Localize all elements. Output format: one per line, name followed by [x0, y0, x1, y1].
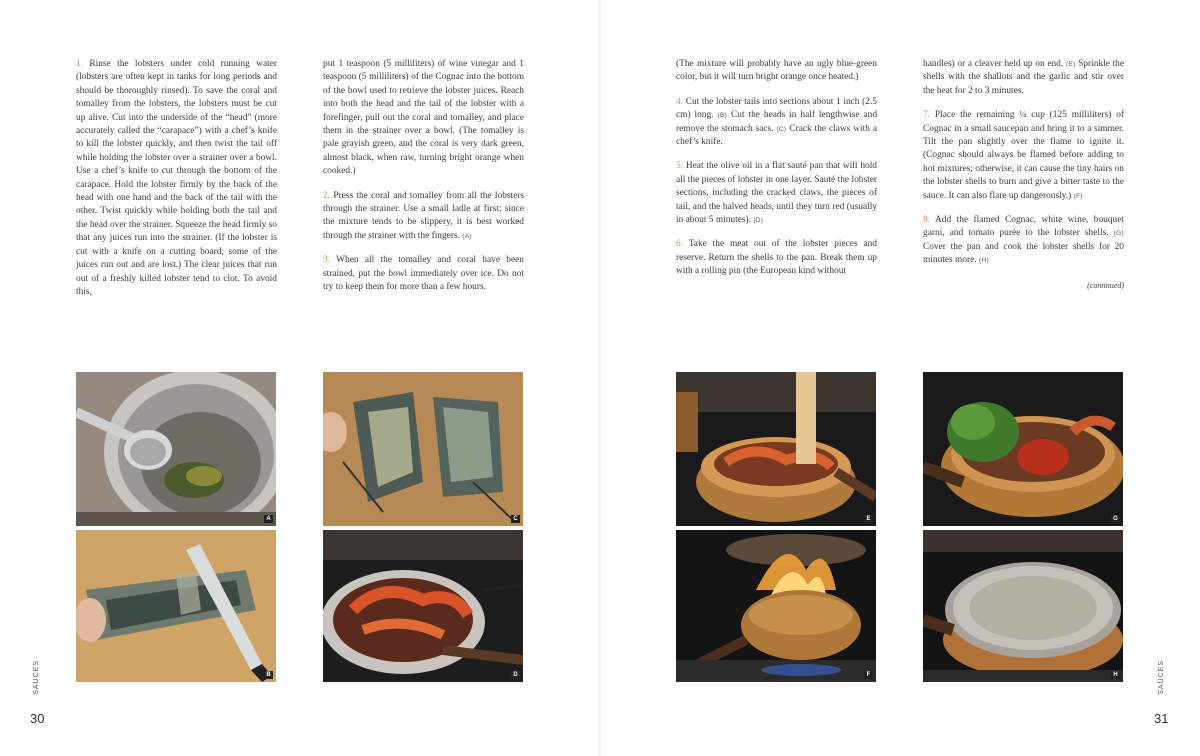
lobster-heads-image: [323, 372, 523, 526]
photo-g-adding-ingredients: [923, 372, 1123, 526]
step-paragraph: 5. Heat the olive oil in a flat sauté pan that will hold all the pieces of lobster in one layer. Sauté the lobster sections, including the cracked claws, the pieces of tail, and the halved heads, until they turn red (usually in about 5 minutes). (D): [676, 161, 877, 226]
photo-label: D: [511, 671, 520, 679]
text-column-3: [676, 58, 877, 290]
continued-note: (continued): [1087, 280, 1124, 290]
photo-a-strainer: [76, 372, 276, 526]
section-tab-right: SAUCES: [1158, 660, 1165, 695]
covered-pan-image: [923, 530, 1123, 682]
copper-pan-ingredients-image: [923, 372, 1123, 526]
photo-c-halved-heads: [323, 372, 523, 526]
page-number-left: 30: [30, 711, 45, 726]
photo-label: E: [864, 515, 873, 523]
section-tab-left: SAUCES: [33, 660, 40, 695]
photo-f-flaming-cognac: [676, 530, 876, 682]
step-paragraph: 7. Place the remaining ¼ cup (125 milliliters) of Cognac in a small saucepan and bring it to a simmer. Tilt the pan slightly over the flame to ignite it. (Cognac should always be flamed before adding to hot mixtures; otherwise, it can cause the tiny hairs on the lobster shells to burn and give a bitter taste to the sauce. It can also flare up dangerously.) (F): [923, 110, 1125, 201]
photo-d-sauteed-lobster: [323, 530, 523, 682]
photo-label: G: [1111, 515, 1120, 523]
step-paragraph: (The mixture will probably have an ugly blue-green color, but it will turn bright orange once heated.): [676, 59, 877, 83]
cutting-board-image: [76, 530, 276, 682]
step-paragraph: 1. Rinse the lobsters under cold running water (lobsters are often kept in tanks for long periods and should be thoroughly rinsed). To save the coral and tomalley from the lobsters, the lobsters must be cut up alive. Cut into the underside of the “head” (more accurately called the “carapace”) with a chef’s knife to kill the lobster quickly, and then twist the tail off while holding the lobster over a strainer over a bowl. Use a chef’s knife to cut through the bottom of the carapace. Hold the lobster firmly by the back of the head with one hand and the back of the tail with the other. Twist quickly while holding both the tail and the head over the strainer. Squeeze the head firmly so that any juices run into the strainer. (If the lobster is cut with a knife on a cutting board, some of the juices run out and are lost.) The clear juices that run out of a freshly killed lobster tend to clot. To avoid this,: [76, 59, 277, 297]
step-paragraph: 8. Add the flamed Cognac, white wine, bouquet garni, and tomato purée to the lobster shells. (G) Cover the pan and cook the lobster shells for 20 minutes more. (H): [923, 215, 1124, 266]
photo-b-cutting-tail: [76, 530, 276, 682]
step-paragraph: handles) or a cleaver held up on end. (E) Sprinkle the shells with the shallots and the garlic and stir over the heat for 2 to 3 minutes.: [923, 59, 1125, 96]
photo-label: C: [511, 515, 520, 523]
saute-pan-image: [323, 530, 523, 682]
text-column-4: [923, 58, 1124, 292]
strainer-image: [76, 372, 276, 526]
photo-e-rolling-pin: [676, 372, 876, 526]
rolling-pin-image: [676, 372, 876, 526]
text-column-2: [323, 58, 524, 306]
step-paragraph: 6. Take the meat out of the lobster pieces and reserve. Return the shells to the pan. Break them up with a rolling pin (the European kind without: [676, 239, 877, 277]
photo-label: H: [1111, 671, 1120, 679]
gutter: [599, 0, 601, 756]
text-column-1: [76, 58, 277, 310]
photo-label: A: [264, 515, 273, 523]
page-number-right: 31: [1154, 711, 1169, 726]
step-paragraph: put 1 teaspoon (5 milliliters) of wine vinegar and 1 teaspoon (5 milliliters) of the Cognac into the bottom of the bowl used to retrieve the lobster juices. Reach into both the head and the tail of the lobster with a forefinger, pull out the coral and tomalley, and place them in the strainer over a bowl. (The tomalley is pale grayish green, and the coral is very dark green, almost black, when raw, turning bright orange when cooked.): [323, 59, 524, 177]
photo-label: B: [264, 671, 273, 679]
step-paragraph: 2. Press the coral and tomalley from all the lobsters through the strainer. Use a small ladle at first; since the mixture tends to be slippery, it is best worked through the strainer with the fingers. (A): [323, 190, 524, 241]
step-paragraph: 4. Cut the lobster tails into sections about 1 inch (2.5 cm) long. (B) Cut the heads in half lengthwise and remove the stomach sacs. (C) Crack the claws with a chef’s knife.: [676, 96, 878, 148]
photo-h-covered-pan: [923, 530, 1123, 682]
step-paragraph: 3. When all the tomalley and coral have been strained, put the bowl immediately over ice. Do not try to keep them for more than a few hours.: [323, 255, 524, 293]
photo-label: F: [864, 671, 873, 679]
flame-image: [676, 530, 876, 682]
